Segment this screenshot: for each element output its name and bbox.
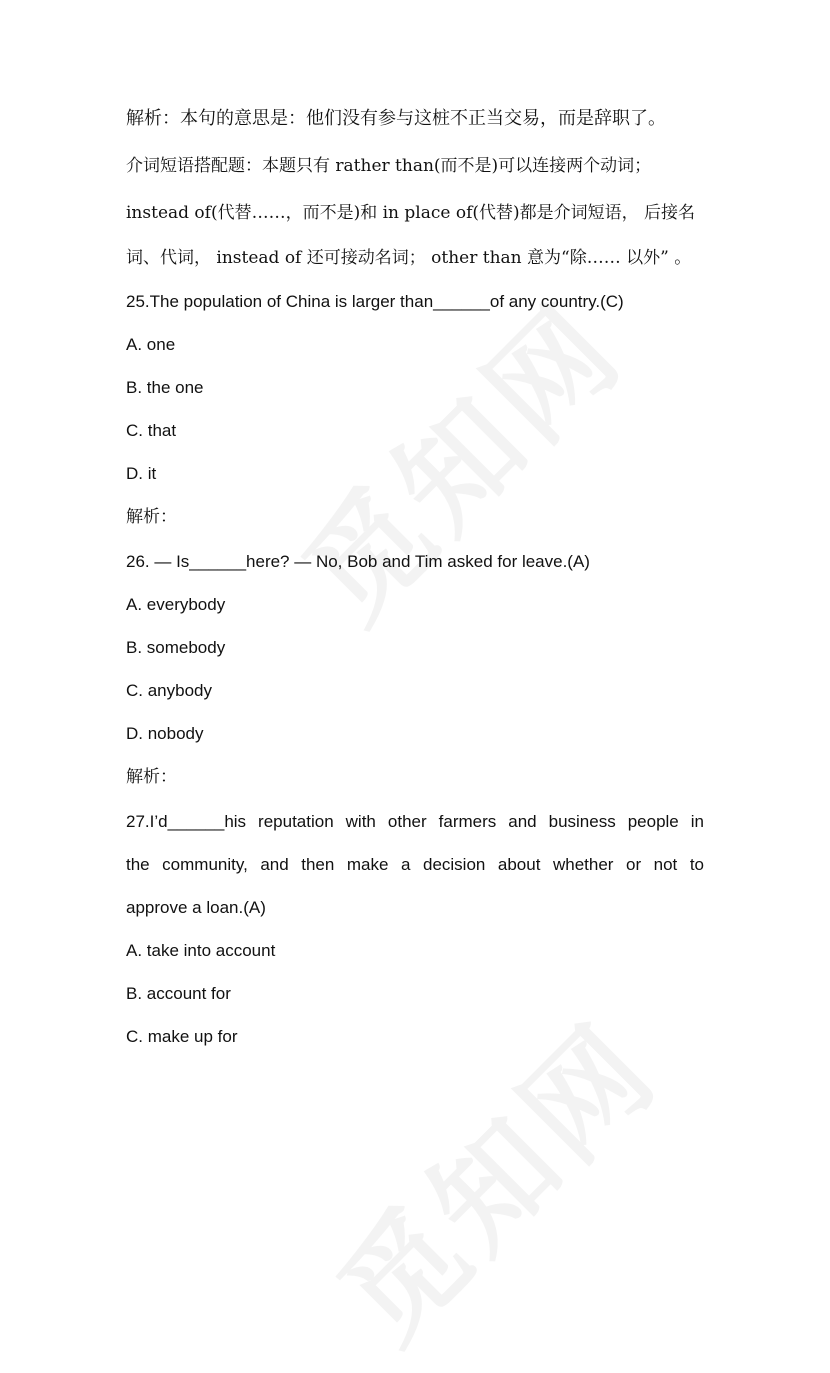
question-27-stem-line-1: 27.I’d______his reputation with other farmers and business people in (126, 812, 704, 831)
question-26-option-b: B. somebody (126, 638, 226, 657)
question-25-option-c: C. that (126, 421, 177, 440)
question-25-option-b: B. the one (126, 378, 204, 397)
question-27-option-a: A. take into account (126, 941, 276, 960)
question-25-option-d: D. it (126, 464, 157, 483)
question-27-stem-line-2: the community, and then make a decision about whether or not to (126, 855, 704, 874)
question-27-option-b: B. account for (126, 984, 231, 1003)
question-27-stem-line-3: approve a loan.(A) (126, 898, 266, 917)
question-25-analysis: 解析： (126, 507, 177, 527)
question-25-option-a: A. one (126, 335, 176, 354)
watermark-bottom (295, 979, 688, 1372)
analysis-line-2: 介词短语搭配题：本题只有 rather than(而不是)可以连接两个动词； (126, 156, 652, 176)
analysis-line-1: 解析：本句的意思是：他们没有参与这桩不正当交易，而是辞职了。 (126, 108, 666, 129)
question-26-option-a: A. everybody (126, 595, 226, 614)
watermark (260, 259, 653, 652)
analysis-line-3: instead of(代替……，而不是)和 in place of(代替)都是介词短语， 后接名 (126, 203, 696, 223)
question-26-option-d: D. nobody (126, 724, 204, 743)
question-27-option-c: C. make up for (126, 1027, 238, 1046)
question-26-stem: 26. — Is______here? — No, Bob and Tim asked for leave.(A) (126, 552, 590, 571)
question-26-analysis: 解析： (126, 767, 177, 787)
question-26-option-c: C. anybody (126, 681, 212, 700)
question-25-stem: 25.The population of China is larger than______of any country.(C) (126, 292, 624, 311)
analysis-line-4: 词、代词， instead of 还可接动名词； other than 意为“除…… 以外” 。 (126, 248, 692, 268)
